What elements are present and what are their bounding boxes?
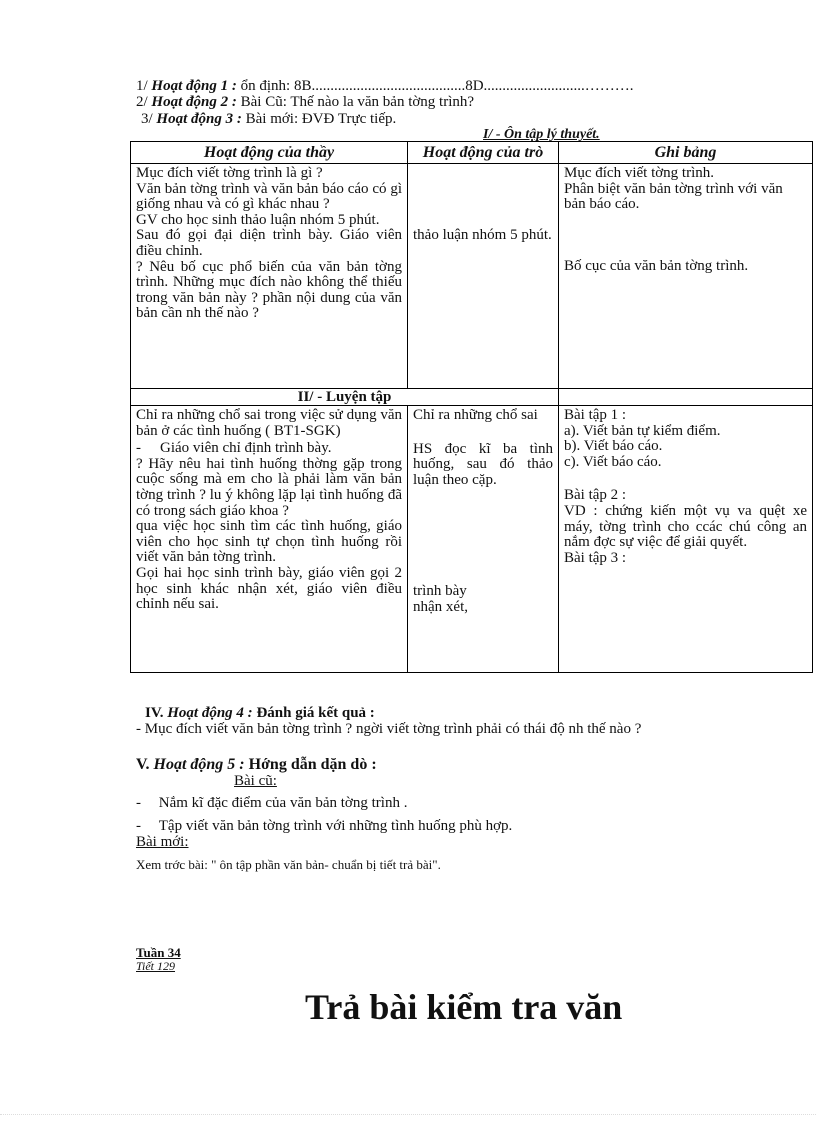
activity-1-line: [136, 78, 634, 94]
theory-teacher-item: Mục đích viết tờng trình là gì ?: [136, 165, 323, 181]
practice-heading-empty: [559, 389, 813, 406]
practice-board-item: Bài tập 1 :: [564, 407, 627, 423]
homework-item-text: Tập viết văn bản tờng trình với những tình huống phù hợp.: [158, 818, 513, 834]
practice-board-cell: [559, 406, 813, 673]
section-theory-heading: I/ - Ôn tập lý thuyết.: [483, 127, 600, 142]
practice-row: [131, 406, 813, 673]
activity-4-label: Hoạt động 4 :: [167, 705, 253, 721]
theory-board-item: Bố cục của văn bản tờng trình.: [564, 257, 749, 274]
activity-2-number: 2/: [136, 94, 148, 110]
practice-teacher-item: Gọi hai học sinh trình bày, giáo viên gọi 2 học sinh khác nhận xét, giáo viên điều chỉnh nếu sai.: [136, 564, 402, 613]
header-student: Hoạt động của trò: [408, 142, 559, 164]
practice-heading-row: [131, 389, 813, 406]
old-lesson-heading: Bài cũ:: [234, 773, 277, 789]
section-practice-heading: II/ - Luyện tập: [131, 389, 559, 406]
activity-3-number: 3/: [141, 111, 153, 127]
activity-5-label: Hoạt động 5 :: [153, 756, 245, 773]
practice-board-item: VD : chứng kiến một vụ va quệt xe máy, tờng trình cho ccác chú công an nắm đợc sự việc để giải quyết.: [564, 502, 807, 551]
homework-item: [136, 818, 512, 834]
practice-board-item: a). Viết bản tự kiểm điểm.: [564, 422, 721, 439]
practice-teacher-bullet-text: Giáo viên chỉ định trình bày.: [160, 440, 332, 457]
new-lesson-text: Xem trớc bài: " ôn tập phần văn bản- chuẩn bị tiết trả bài".: [136, 857, 441, 872]
week-label: Tuần 34: [136, 945, 181, 960]
homework-item-text: Nắm kĩ đặc điểm của văn bản tờng trình .: [158, 795, 408, 811]
header-board: Ghi bảng: [559, 142, 813, 164]
theory-board-cell: [559, 164, 813, 389]
practice-teacher-item: qua việc học sinh tìm các tình huống, giáo viên cho học sinh tự chọn tình huống rồi viết văn bản tờng trình.: [136, 518, 402, 566]
table-header-row: [131, 142, 813, 164]
practice-teacher-cell: [131, 406, 408, 673]
lesson-title: Trả bài kiểm tra văn: [305, 987, 623, 1027]
header-teacher: Hoạt động của thầy: [131, 142, 408, 164]
activity-5-heading: [136, 756, 377, 773]
theory-row: [131, 164, 813, 389]
practice-teacher-item: ? Hãy nêu hai tình huống thờng gặp trong cuộc sống mà em cho là phải làm văn bản tờng trình ? lu ý không lặp lại tình huống đã có trong sách giáo khoa ?: [136, 455, 402, 519]
activity-4-title: Đánh giá kết quả :: [256, 705, 375, 721]
bullet-dash: -: [136, 440, 141, 457]
theory-student-cell: [408, 164, 559, 389]
theory-student-item: thảo luận nhóm 5 phút.: [413, 227, 552, 243]
practice-student-item: trình bày: [413, 583, 467, 600]
bullet-dash: -: [136, 818, 141, 834]
period-label: Tiết 129: [136, 959, 176, 973]
theory-teacher-cell: [131, 164, 408, 389]
theory-teacher-item: GV cho học sinh thảo luận nhóm 5 phút.: [136, 211, 380, 228]
activity-2-line: [136, 94, 474, 110]
theory-teacher-item: Văn bản tờng trình và văn bản báo cáo có gì giống nhau và có gì khác nhau ?: [136, 180, 402, 213]
activity-3-text: Bài mới: ĐVĐ Trực tiếp.: [245, 111, 397, 127]
practice-teacher-item: Chỉ ra những chổ sai trong việc sử dụng văn bản ở các tình huống ( BT1-SGK): [136, 407, 402, 439]
theory-board-item: Mục đích viết tờng trình.: [564, 165, 714, 181]
practice-board-item: c). Viết báo cáo.: [564, 453, 662, 470]
lesson-table: [130, 141, 813, 673]
activity-3-label: Hoạt động 3 :: [156, 111, 242, 127]
theory-board-item: Phân biệt văn bản tờng trình với văn bản báo cáo.: [564, 180, 783, 213]
practice-student-cell: [408, 406, 559, 673]
activity-3-line: [141, 111, 396, 127]
activity-5-number: V.: [136, 756, 150, 773]
practice-teacher-bullet-item: [136, 441, 402, 457]
activity-1-text: ổn định: 8B.........................................8D...........................……….: [240, 78, 634, 94]
activity-4-number: IV.: [145, 705, 164, 721]
bullet-dash: -: [136, 795, 141, 811]
activity-1-number: 1/: [136, 78, 148, 94]
practice-student-item: nhận xét,: [413, 598, 468, 615]
activity-2-label: Hoạt động 2 :: [151, 94, 237, 110]
activity-2-text: Bài Cũ: Thế nào la văn bản tờng trình?: [240, 94, 475, 110]
practice-student-item: Chỉ ra những chổ sai: [413, 407, 538, 423]
homework-item: [136, 795, 407, 811]
activity-1-label: Hoạt động 1 :: [151, 78, 237, 94]
page-divider: [0, 1114, 816, 1115]
new-lesson-heading: Bài mới:: [136, 834, 189, 850]
practice-board-item: b). Viết báo cáo.: [564, 438, 663, 455]
practice-student-item: HS đọc kĩ ba tình huống, sau đó thảo luận theo cặp.: [413, 440, 553, 488]
activity-5-title: Hớng dẫn dặn dò :: [248, 756, 377, 773]
theory-teacher-item: Sau đó gọi đại diện trình bày. Giáo viên điều chỉnh.: [136, 227, 402, 259]
practice-board-item: Bài tập 3 :: [564, 549, 627, 566]
practice-board-item: Bài tập 2 :: [564, 487, 627, 504]
activity-4-heading: [145, 705, 375, 721]
activity-4-text: - Mục đích viết văn bản tờng trình ? ngời viết tờng trình phải có thái độ nh thế nào ?: [136, 721, 642, 737]
theory-teacher-item: ? Nêu bố cục phổ biến của văn bản tờng trình. Những mục đích nào không thể thiếu trong văn bản này ? phần nội dung của văn bản cần nh thế nào ?: [136, 258, 402, 322]
